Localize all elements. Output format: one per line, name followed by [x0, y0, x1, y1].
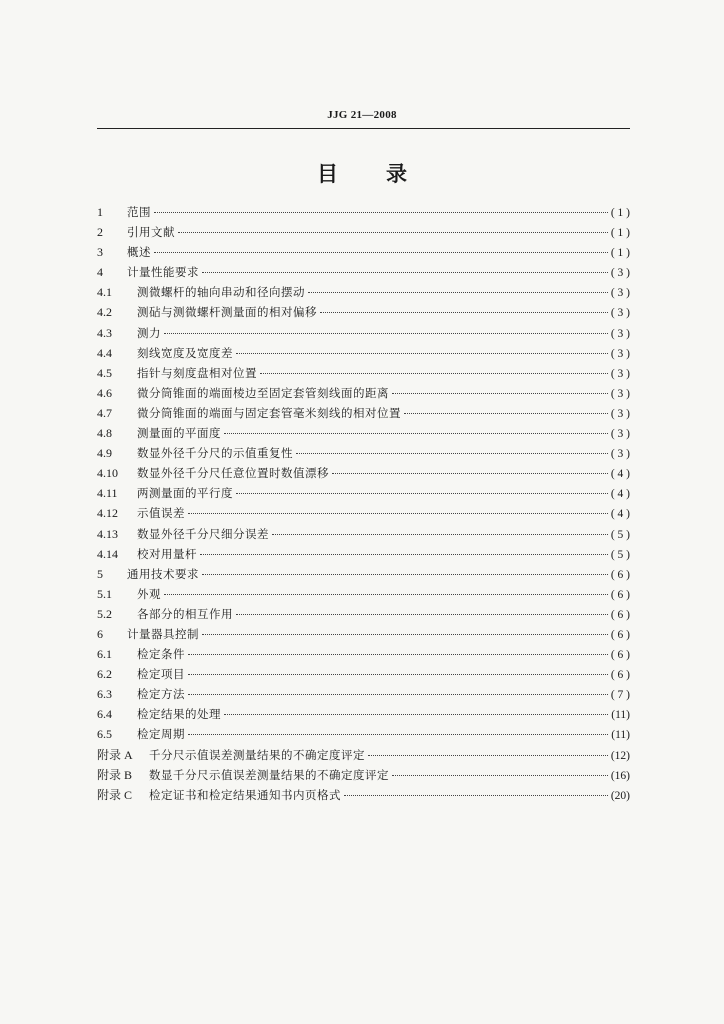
toc-entry-number: 4.5 [97, 365, 112, 380]
toc-entry-page: ( 1 ) [610, 227, 630, 240]
toc-entry-label: 数显千分尺示值误差测量结果的不确定度评定 [149, 767, 389, 782]
dot-leader [164, 333, 608, 334]
toc-entry-label: 测砧与测微螺杆测量面的相对偏移 [137, 305, 317, 320]
toc-entry-page: (16) [610, 769, 630, 782]
toc-entry-page: ( 3 ) [610, 448, 630, 461]
dot-leader [202, 272, 608, 273]
toc-entry-number: 4 [97, 265, 103, 280]
toc-entry[interactable] [97, 202, 630, 222]
toc-entry-number: 4.13 [97, 526, 118, 541]
dot-leader [202, 634, 608, 635]
toc-entry-label: 刻线宽度及宽度差 [137, 345, 233, 360]
toc-entry-label: 检定项目 [137, 667, 185, 682]
toc-entry[interactable] [97, 624, 630, 644]
toc-entry-number: 4.12 [97, 506, 118, 521]
toc-entry-page: (11) [611, 709, 630, 722]
toc-entry-label: 数显外径千分尺的示值重复性 [137, 446, 293, 461]
dot-leader [368, 755, 608, 756]
toc-entry-page: ( 4 ) [610, 508, 630, 521]
dot-leader [236, 614, 608, 615]
toc-entry-page: ( 6 ) [610, 649, 630, 662]
toc-entry-label: 检定结果的处理 [137, 707, 221, 722]
toc-entry-label: 测量面的平面度 [137, 426, 221, 441]
toc-entry[interactable] [97, 724, 630, 744]
toc-entry[interactable] [97, 503, 630, 523]
toc-entry[interactable] [97, 443, 630, 463]
toc-entry-page: (12) [610, 749, 630, 762]
toc-entry[interactable] [97, 584, 630, 604]
toc-entry-page: ( 7 ) [610, 689, 630, 702]
toc-entry-number: 6.1 [97, 647, 112, 662]
toc-entry-label: 计量器具控制 [127, 626, 199, 641]
toc-entry-label: 两测量面的平行度 [137, 486, 233, 501]
toc-entry-page: ( 3 ) [610, 347, 630, 360]
toc-entry-page: ( 1 ) [610, 207, 630, 219]
dot-leader [404, 413, 608, 414]
toc-entry-number: 4.6 [97, 385, 112, 400]
toc-entry-page: ( 3 ) [610, 307, 630, 320]
dot-leader [188, 734, 608, 735]
toc-entry-label: 概述 [127, 245, 151, 260]
toc-entry-number: 4.10 [97, 466, 118, 481]
toc-entry-page: ( 3 ) [610, 287, 630, 300]
toc-entry[interactable] [97, 664, 630, 684]
toc-entry[interactable] [97, 383, 630, 403]
toc-entry-label: 微分筒锥面的端面棱边至固定套管刻线面的距离 [137, 385, 389, 400]
dot-leader [344, 795, 608, 796]
dot-leader [260, 373, 608, 374]
toc-entry-label: 示值误差 [137, 506, 185, 521]
toc-entry[interactable] [97, 524, 630, 544]
toc-entry[interactable] [97, 302, 630, 322]
toc-entry[interactable] [97, 262, 630, 282]
dot-leader [202, 574, 608, 575]
toc-entry[interactable] [97, 704, 630, 724]
toc-entry-number: 附录 A [97, 747, 133, 762]
document-code: JJG 21—2008 [327, 109, 397, 121]
toc-entry[interactable] [97, 323, 630, 343]
toc-entry-number: 4.11 [97, 486, 118, 501]
toc-entry-number: 4.9 [97, 446, 112, 461]
dot-leader [178, 232, 608, 233]
toc-entry-label: 外观 [137, 586, 161, 601]
toc-entry-number: 5.1 [97, 586, 112, 601]
toc-entry-number: 6.5 [97, 727, 112, 742]
toc-entry-label: 数显外径千分尺细分误差 [137, 526, 269, 541]
toc-entry-page: ( 3 ) [610, 428, 630, 441]
dot-leader [154, 252, 608, 253]
toc-entry-number: 4.14 [97, 546, 118, 561]
title-char-left: 目 [317, 162, 338, 186]
dot-leader [188, 674, 608, 675]
toc-entry-label: 检定周期 [137, 727, 185, 742]
dot-leader [320, 312, 608, 313]
toc-entry-page: ( 3 ) [610, 327, 630, 340]
toc-entry[interactable] [97, 745, 630, 765]
toc-entry-label: 检定方法 [137, 687, 185, 702]
toc-entry-page: ( 3 ) [610, 387, 630, 400]
toc-entry-label: 各部分的相互作用 [137, 606, 233, 621]
toc-entry[interactable] [97, 785, 630, 805]
dot-leader [236, 493, 608, 494]
toc-entry-page: ( 6 ) [610, 588, 630, 601]
dot-leader [200, 554, 608, 555]
toc-entry-label: 数显外径千分尺任意位置时数值漂移 [137, 466, 329, 481]
toc-entry[interactable] [97, 483, 630, 503]
toc-entry[interactable] [97, 363, 630, 383]
toc-entry-page: ( 6 ) [610, 669, 630, 682]
toc-entry-number: 4.4 [97, 345, 112, 360]
toc-entry-number: 4.2 [97, 305, 112, 320]
toc-entry-number: 1 [97, 205, 103, 219]
toc-entry-page: ( 4 ) [610, 468, 630, 481]
toc-entry-page: ( 3 ) [610, 367, 630, 380]
dot-leader [308, 292, 608, 293]
title-char-right: 录 [386, 162, 407, 186]
toc-entry[interactable] [97, 242, 630, 262]
toc-entry-label: 指针与刻度盘相对位置 [137, 365, 257, 380]
dot-leader [272, 534, 608, 535]
dot-leader [164, 594, 608, 595]
toc-entry-number: 附录 C [97, 787, 133, 802]
toc-entry-number: 6 [97, 626, 103, 641]
toc-entry-page: ( 3 ) [610, 407, 630, 420]
toc-entry-label: 引用文献 [127, 225, 175, 240]
toc-entry[interactable] [97, 282, 630, 302]
dot-leader [154, 212, 608, 213]
toc-entry-label: 检定证书和检定结果通知书内页格式 [149, 787, 341, 802]
toc-entry-page: (11) [611, 729, 630, 742]
dot-leader [392, 775, 608, 776]
toc-entry-label: 微分筒锥面的端面与固定套管毫米刻线的相对位置 [137, 405, 401, 420]
toc-entry-number: 4.7 [97, 405, 112, 420]
dot-leader [224, 433, 608, 434]
dot-leader [392, 393, 608, 394]
dot-leader [188, 694, 608, 695]
toc-entry[interactable] [97, 343, 630, 363]
toc-entry-number: 4.1 [97, 285, 112, 300]
dot-leader [236, 353, 608, 354]
header-rule [97, 128, 630, 129]
toc-entry-number: 2 [97, 225, 103, 240]
toc-entry-label: 范围 [127, 205, 151, 219]
toc-entry-number: 附录 B [97, 767, 133, 782]
toc-entry-label: 测微螺杆的轴向串动和径向摆动 [137, 285, 305, 300]
toc-entry[interactable] [97, 403, 630, 423]
toc-entry[interactable] [97, 644, 630, 664]
toc-entry-number: 4.3 [97, 325, 112, 340]
toc-entry-page: ( 6 ) [610, 568, 630, 581]
toc-entry-page: ( 4 ) [610, 488, 630, 501]
toc-entry-page: (20) [610, 789, 630, 802]
dot-leader [332, 473, 608, 474]
toc-entry-number: 5 [97, 566, 103, 581]
toc-entry-page: ( 5 ) [610, 548, 630, 561]
toc-entry-page: ( 6 ) [610, 608, 630, 621]
toc-entry[interactable] [97, 423, 630, 443]
toc-entry-number: 3 [97, 245, 103, 260]
toc-entry-number: 5.2 [97, 606, 112, 621]
dot-leader [296, 453, 608, 454]
toc-entry[interactable] [97, 684, 630, 704]
dot-leader [224, 714, 608, 715]
toc-entry-number: 4.8 [97, 426, 112, 441]
toc-entry-page: ( 1 ) [610, 247, 630, 260]
toc-entry-label: 计量性能要求 [127, 265, 199, 280]
toc-entry-label: 测力 [137, 325, 161, 340]
page-title [0, 158, 724, 188]
toc-entry[interactable] [97, 222, 630, 242]
dot-leader [188, 513, 608, 514]
toc-entry-page: ( 5 ) [610, 528, 630, 541]
dot-leader [188, 654, 608, 655]
toc-entry-label: 千分尺示值误差测量结果的不确定度评定 [149, 747, 365, 762]
toc-entry[interactable] [97, 544, 630, 564]
toc-entry[interactable] [97, 463, 630, 483]
toc-entry[interactable] [97, 564, 630, 584]
toc-entry-number: 6.3 [97, 687, 112, 702]
toc-entry[interactable] [97, 765, 630, 785]
toc-entry-page: ( 6 ) [610, 628, 630, 641]
toc-entry-page: ( 3 ) [610, 267, 630, 280]
toc-entry-number: 6.2 [97, 667, 112, 682]
toc-entry-number: 6.4 [97, 707, 112, 722]
toc-entry[interactable] [97, 604, 630, 624]
toc-entry-label: 检定条件 [137, 647, 185, 662]
toc-entry-label: 通用技术要求 [127, 566, 199, 581]
table-of-contents [97, 202, 630, 805]
toc-entry-label: 校对用量杆 [137, 546, 197, 561]
